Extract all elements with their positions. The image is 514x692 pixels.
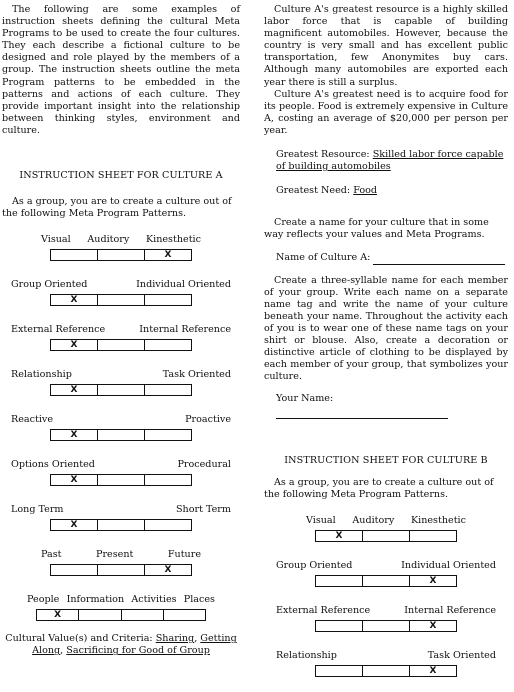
scale-label: Kinesthetic bbox=[410, 514, 466, 526]
scale-labels bbox=[41, 234, 201, 246]
scale-labels bbox=[11, 414, 231, 426]
greatest-need bbox=[264, 185, 508, 197]
scale-label: Options Oriented bbox=[11, 459, 95, 471]
scale-cell[interactable] bbox=[363, 576, 410, 586]
scale-cell[interactable] bbox=[98, 295, 145, 305]
scale-label: Kinesthetic bbox=[145, 234, 201, 246]
scale-label: Individual Oriented bbox=[401, 559, 496, 571]
scale-label: External Reference bbox=[276, 604, 371, 616]
scale-cell[interactable] bbox=[98, 340, 145, 350]
scale-label: Internal Reference bbox=[404, 604, 496, 616]
meta-program-scale bbox=[2, 549, 240, 576]
scale-boxes bbox=[50, 474, 192, 486]
your-name-field[interactable] bbox=[276, 406, 448, 419]
scale-label: Relationship bbox=[276, 649, 337, 661]
scale-boxes bbox=[315, 620, 457, 632]
scale-labels bbox=[306, 515, 466, 527]
meta-program-scale bbox=[2, 504, 240, 531]
meta-program-scale bbox=[264, 650, 508, 677]
culture-name-label: Name of Culture A: bbox=[276, 251, 371, 263]
scale-label: Group Oriented bbox=[11, 279, 88, 291]
scale-cell[interactable] bbox=[145, 295, 191, 305]
scale-cell[interactable]: X bbox=[51, 340, 98, 350]
resource-paragraph: Culture A's greatest resource is a highly skilled labor force that is capable of building magnificent automobiles. However, because the country is very small and has excellent public transportation, few Anonymites buy cars. Although many automobiles are exported each year there is still a surplus. bbox=[264, 4, 508, 88]
greatest-need-label: Greatest Need: bbox=[276, 185, 351, 197]
scale-boxes bbox=[50, 564, 192, 576]
scale-labels bbox=[11, 324, 231, 336]
cultural-values: Cultural Value(s) and Criteria: Sharing, Getting Along, Sacrificing for Good of Group bbox=[5, 633, 237, 657]
scale-cell[interactable]: X bbox=[429, 620, 437, 631]
scale-cell[interactable]: X bbox=[51, 520, 98, 530]
scale-label: Auditory bbox=[87, 234, 130, 246]
culture-name-row bbox=[264, 252, 508, 265]
meta-program-scale bbox=[264, 605, 508, 632]
scale-labels bbox=[276, 605, 496, 617]
scale-cell[interactable]: X bbox=[429, 665, 437, 676]
meta-program-scale bbox=[2, 324, 240, 351]
scale-label: Task Oriented bbox=[162, 369, 231, 381]
scale-cell[interactable] bbox=[145, 340, 191, 350]
scale-label: Individual Oriented bbox=[136, 279, 231, 291]
scale-boxes bbox=[315, 575, 457, 587]
scale-cell[interactable] bbox=[363, 531, 410, 541]
scale-cell[interactable] bbox=[51, 250, 98, 260]
value-getting-along: Getting Along bbox=[32, 633, 237, 657]
scale-cell[interactable]: X bbox=[51, 385, 98, 395]
greatest-resource-value: Skilled labor force capable of building automobiles bbox=[276, 149, 504, 173]
scale-labels bbox=[11, 279, 231, 291]
scale-label: Present bbox=[96, 549, 134, 561]
meta-program-scale bbox=[264, 515, 508, 542]
scale-cell[interactable] bbox=[98, 250, 145, 260]
scale-cell[interactable]: X bbox=[51, 295, 98, 305]
scale-label: Visual bbox=[306, 514, 336, 526]
scale-label: Relationship bbox=[11, 369, 72, 381]
scale-label: Visual bbox=[41, 234, 71, 246]
meta-program-scale bbox=[2, 594, 240, 621]
your-name-label: Your Name: bbox=[276, 393, 334, 405]
meta-program-scale bbox=[2, 234, 240, 261]
scale-boxes bbox=[50, 249, 192, 261]
scale-labels bbox=[276, 650, 496, 662]
scale-cell[interactable] bbox=[164, 610, 205, 620]
culture-a-heading: INSTRUCTION SHEET FOR CULTURE A bbox=[19, 170, 223, 182]
meta-program-scale bbox=[264, 560, 508, 587]
left-column bbox=[2, 4, 240, 658]
culture-b-heading: INSTRUCTION SHEET FOR CULTURE B bbox=[284, 454, 488, 466]
scale-cell[interactable] bbox=[79, 610, 121, 620]
scale-cell[interactable] bbox=[363, 621, 410, 631]
scale-labels bbox=[41, 549, 201, 561]
scale-cell[interactable] bbox=[98, 565, 145, 575]
scale-labels bbox=[276, 560, 496, 572]
name-tag-paragraph: Create a three-syllable name for each member of your group. Write each name on a separate name tag and write the name of your culture beneath your name. Throughout the activity each of you is to wear one of these name tags on your shirt or blouse. Also, create a decoration or distinctive article of clothing to be displayed by each member of your group, that symbolizes your culture. bbox=[264, 274, 508, 383]
scale-label: Auditory bbox=[352, 514, 395, 526]
name-instruction: Create a name for your culture that in some way reflects your values and Meta Programs. bbox=[264, 217, 489, 241]
culture-a-scales bbox=[2, 234, 240, 621]
scale-cell[interactable] bbox=[98, 520, 145, 530]
value-sharing: Sharing bbox=[155, 633, 195, 645]
meta-program-scale bbox=[2, 459, 240, 486]
scale-cell[interactable] bbox=[145, 520, 191, 530]
scale-cell[interactable] bbox=[363, 666, 410, 676]
scale-labels bbox=[11, 369, 231, 381]
scale-label: Reactive bbox=[11, 414, 54, 426]
scale-cell[interactable] bbox=[316, 621, 363, 631]
culture-name-field[interactable] bbox=[373, 252, 505, 265]
greatest-resource bbox=[264, 149, 508, 173]
your-name-row bbox=[264, 393, 508, 418]
scale-label: Past bbox=[41, 549, 62, 561]
scale-cell[interactable]: X bbox=[164, 565, 172, 576]
need-paragraph: Culture A's greatest need is to acquire food for its people. Food is extremely expensive in Culture A, costing an average of $20,000 per person per year. bbox=[264, 88, 508, 136]
scale-boxes bbox=[50, 519, 192, 531]
scale-cell[interactable]: X bbox=[51, 430, 98, 440]
greatest-need-value: Food bbox=[353, 185, 378, 197]
scale-label: People bbox=[27, 594, 60, 606]
scale-label: Places bbox=[183, 594, 215, 606]
scale-cell[interactable]: X bbox=[37, 610, 79, 620]
scale-label: Procedural bbox=[177, 459, 231, 471]
scale-cell[interactable] bbox=[98, 385, 145, 395]
scale-label: Information bbox=[66, 594, 125, 606]
scale-cell[interactable]: X bbox=[51, 475, 98, 485]
scale-cell[interactable]: X bbox=[429, 575, 437, 586]
scale-labels bbox=[11, 459, 231, 471]
scale-boxes bbox=[315, 530, 457, 542]
intro-paragraph: The following are some examples of instruction sheets defining the cultural Meta Programs to be used to create the four cultures. They each describe a fictional culture to be designed and role played by the members of a group. The instruction sheets outline the meta Program patterns to be embedded in the patterns and actions of each culture. They provide important insight into the relationship between thinking styles, environment and culture. bbox=[2, 4, 240, 136]
scale-cell[interactable] bbox=[145, 475, 191, 485]
meta-program-scale bbox=[2, 414, 240, 441]
scale-cell[interactable] bbox=[98, 430, 145, 440]
scale-label: External Reference bbox=[11, 324, 106, 336]
scale-label: Short Term bbox=[175, 504, 231, 516]
scale-label: Long Term bbox=[11, 504, 64, 516]
value-sacrificing: Sacrificing for Good of Group bbox=[66, 645, 210, 657]
scale-boxes bbox=[315, 665, 457, 677]
meta-program-scale bbox=[2, 369, 240, 396]
scale-cell[interactable]: X bbox=[316, 531, 363, 541]
scale-label: Group Oriented bbox=[276, 559, 353, 571]
scale-boxes bbox=[50, 294, 192, 306]
scale-label: Future bbox=[167, 549, 201, 561]
scale-cell[interactable] bbox=[145, 385, 191, 395]
scale-labels bbox=[27, 594, 215, 606]
right-column bbox=[264, 4, 508, 677]
scale-boxes bbox=[50, 429, 192, 441]
scale-cell[interactable] bbox=[316, 666, 363, 676]
scale-label: Proactive bbox=[185, 414, 231, 426]
scale-label: Task Oriented bbox=[427, 649, 496, 661]
culture-b-scales bbox=[264, 515, 508, 677]
scale-boxes bbox=[36, 609, 206, 621]
meta-program-scale bbox=[2, 279, 240, 306]
scale-cell[interactable] bbox=[51, 565, 98, 575]
scale-boxes bbox=[50, 384, 192, 396]
scale-labels bbox=[11, 504, 231, 516]
scale-cell[interactable] bbox=[122, 610, 164, 620]
scale-cell[interactable] bbox=[98, 475, 145, 485]
scale-cell[interactable] bbox=[145, 430, 191, 440]
scale-label: Internal Reference bbox=[139, 324, 231, 336]
scale-cell[interactable] bbox=[410, 531, 456, 541]
scale-boxes bbox=[50, 339, 192, 351]
greatest-resource-label: Greatest Resource: bbox=[276, 149, 370, 161]
scale-label: Activities bbox=[131, 594, 177, 606]
scale-cell[interactable] bbox=[316, 576, 363, 586]
culture-a-instruction: As a group, you are to create a culture out of the following Meta Program Patterns. bbox=[2, 196, 232, 220]
cultural-values-label: Cultural Value(s) and Criteria: bbox=[5, 633, 153, 645]
culture-b-instruction: As a group, you are to create a culture out of the following Meta Program Patterns. bbox=[264, 476, 494, 500]
scale-cell[interactable]: X bbox=[164, 250, 172, 261]
